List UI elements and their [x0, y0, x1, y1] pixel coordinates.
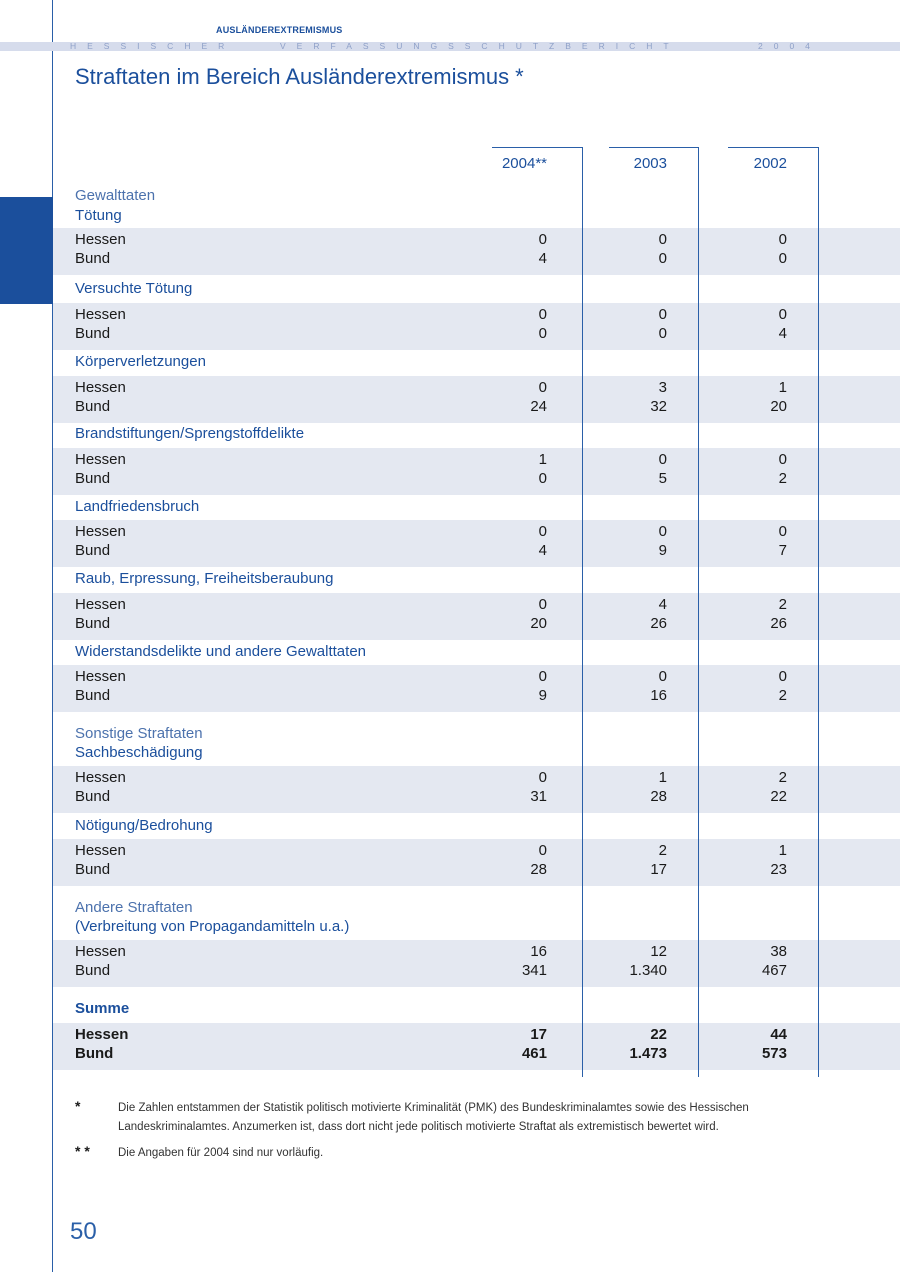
cell-hessen: 38: [770, 943, 787, 960]
cell-bund: 0: [538, 325, 547, 342]
summe-cell-hessen: 44: [770, 1026, 787, 1043]
cell-hessen: 0: [538, 668, 547, 685]
row-label-hessen: Hessen: [75, 668, 126, 685]
row-label-hessen: Hessen: [75, 306, 126, 323]
cell-hessen: 2: [778, 769, 787, 786]
cell-hessen: 0: [538, 379, 547, 396]
row-label-hessen: Hessen: [75, 379, 126, 396]
cell-hessen: 0: [658, 668, 667, 685]
row-label-bund: Bund: [75, 687, 111, 704]
cell-bund: 4: [538, 250, 547, 267]
cell-bund: 23: [770, 861, 787, 878]
category-heading: Landfriedensbruch: [75, 498, 200, 515]
cell-bund: 20: [530, 615, 547, 632]
row-label-bund: Bund: [75, 250, 111, 267]
cell-hessen: 0: [778, 306, 787, 323]
cell-bund: 22: [770, 788, 787, 805]
column-header-2004: 2004**: [501, 155, 547, 172]
cell-hessen: 0: [778, 231, 787, 248]
cell-bund: 2: [778, 470, 787, 487]
table-rule: [609, 147, 699, 148]
cell-bund: 20: [770, 398, 787, 415]
cell-bund: 341: [521, 962, 547, 979]
footnote-mark: *: [75, 1098, 81, 1114]
section-header: AUSLÄNDEREXTREMISMUS: [216, 25, 343, 35]
page-number: 50: [70, 1218, 97, 1245]
running-header-publisher: HESSISCHER: [70, 41, 236, 51]
row-label-bund: Bund: [75, 962, 111, 979]
cell-hessen: 0: [778, 523, 787, 540]
cell-hessen: 0: [778, 668, 787, 685]
category-heading: Brandstiftungen/Sprengstoffdelikte: [75, 425, 305, 442]
cell-hessen: 2: [778, 596, 787, 613]
row-label-bund: Bund: [75, 470, 111, 487]
category-heading: Widerstandsdelikte und andere Gewalttaten: [75, 643, 367, 660]
cell-hessen: 3: [658, 379, 667, 396]
row-label-hessen: Hessen: [75, 769, 126, 786]
category-group-heading: Andere Straftaten: [75, 899, 193, 916]
cell-bund: 0: [658, 250, 667, 267]
cell-hessen: 0: [538, 596, 547, 613]
cell-hessen: 0: [538, 842, 547, 859]
cell-hessen: 0: [658, 231, 667, 248]
row-label-hessen: Hessen: [75, 842, 126, 859]
cell-hessen: 1: [538, 451, 547, 468]
cell-bund: 26: [650, 615, 667, 632]
row-label-hessen: Hessen: [75, 943, 126, 960]
column-divider: [582, 147, 583, 1077]
cell-bund: 4: [778, 325, 787, 342]
cell-hessen: 4: [658, 596, 667, 613]
cell-bund: 9: [538, 687, 547, 704]
cell-bund: 0: [778, 250, 787, 267]
cell-hessen: 1: [658, 769, 667, 786]
cell-bund: 26: [770, 615, 787, 632]
summe-cell-hessen: 17: [530, 1026, 547, 1043]
cell-hessen: 0: [538, 231, 547, 248]
cell-bund: 28: [530, 861, 547, 878]
cell-hessen: 0: [538, 523, 547, 540]
cell-bund: 17: [650, 861, 667, 878]
category-heading: Raub, Erpressung, Freiheitsberaubung: [75, 570, 334, 587]
category-group-heading: Gewalttaten: [75, 187, 156, 204]
row-label-hessen: Hessen: [75, 1026, 129, 1043]
category-heading: Körperverletzungen: [75, 353, 206, 370]
row-label-hessen: Hessen: [75, 231, 126, 248]
cell-hessen: 2: [658, 842, 667, 859]
footnote-text: Die Zahlen entstammen der Statistik politisch motivierte Kriminalität (PMK) des Bundeskriminalamtes sowie des Hessischen Landeskriminalamtes. Anzumerken ist, dass dort nicht jede politisch motivierte Straftat als extremistisch bewertet wird.: [118, 1102, 749, 1133]
cell-bund: 0: [538, 470, 547, 487]
table-rule: [728, 147, 819, 148]
table-rule: [492, 147, 583, 148]
cell-hessen: 16: [530, 943, 547, 960]
summe-cell-hessen: 22: [650, 1026, 667, 1043]
footnote-text: Die Angaben für 2004 sind nur vorläufig.: [118, 1147, 324, 1159]
cell-hessen: 1: [778, 379, 787, 396]
cell-hessen: 0: [658, 306, 667, 323]
running-header-report: VERFASSUNGSSCHUTZBERICHT: [280, 41, 680, 51]
category-group-heading: Sonstige Straftaten: [75, 725, 203, 742]
column-divider: [818, 147, 819, 1077]
summe-cell-bund: 461: [521, 1045, 547, 1062]
row-label-hessen: Hessen: [75, 596, 126, 613]
cell-bund: 16: [650, 687, 667, 704]
cell-bund: 24: [530, 398, 547, 415]
row-label-bund: Bund: [75, 542, 111, 559]
cell-bund: 7: [778, 542, 787, 559]
row-label-bund: Bund: [75, 861, 111, 878]
summe-cell-bund: 1.473: [629, 1045, 667, 1062]
row-label-hessen: Hessen: [75, 451, 126, 468]
cell-bund: 467: [761, 962, 787, 979]
cell-bund: 2: [778, 687, 787, 704]
cell-bund: 28: [650, 788, 667, 805]
sidebar-tab-marker: [0, 197, 53, 304]
category-heading: Tötung: [75, 207, 122, 224]
page-title: Straftaten im Bereich Ausländerextremismus *: [75, 64, 524, 89]
cell-hessen: 0: [658, 451, 667, 468]
category-heading: (Verbreitung von Propagandamitteln u.a.): [75, 918, 350, 935]
summe-heading: Summe: [75, 1000, 130, 1017]
column-header-2002: 2002: [753, 155, 787, 172]
cell-bund: 4: [538, 542, 547, 559]
cell-bund: 1.340: [629, 962, 667, 979]
running-header-year: 2004: [758, 41, 821, 51]
cell-bund: 5: [658, 470, 667, 487]
column-header-2003: 2003: [633, 155, 667, 172]
cell-hessen: 0: [538, 306, 547, 323]
category-heading: Sachbeschädigung: [75, 744, 203, 761]
row-label-hessen: Hessen: [75, 523, 126, 540]
summe-cell-bund: 573: [761, 1045, 787, 1062]
cell-bund: 32: [650, 398, 667, 415]
cell-bund: 9: [658, 542, 667, 559]
row-label-bund: Bund: [75, 615, 111, 632]
cell-hessen: 1: [778, 842, 787, 859]
cell-hessen: 12: [650, 943, 667, 960]
row-label-bund: Bund: [75, 788, 111, 805]
cell-hessen: 0: [658, 523, 667, 540]
row-label-bund: Bund: [75, 1045, 114, 1062]
column-divider: [698, 147, 699, 1077]
footnote-mark: * *: [75, 1143, 90, 1159]
cell-bund: 0: [658, 325, 667, 342]
category-heading: Nötigung/Bedrohung: [75, 817, 213, 834]
cell-hessen: 0: [778, 451, 787, 468]
row-label-bund: Bund: [75, 325, 111, 342]
category-heading: Versuchte Tötung: [75, 280, 193, 297]
cell-bund: 31: [530, 788, 547, 805]
row-label-bund: Bund: [75, 398, 111, 415]
cell-hessen: 0: [538, 769, 547, 786]
